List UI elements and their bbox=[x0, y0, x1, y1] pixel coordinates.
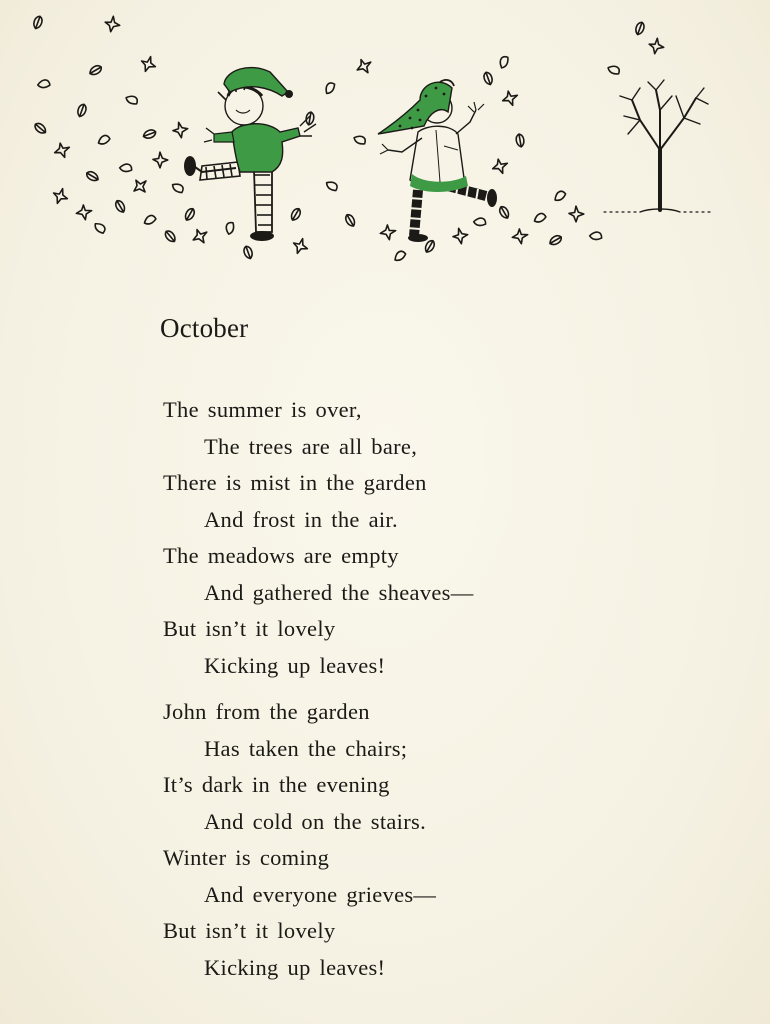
leaf-icon bbox=[423, 239, 436, 254]
leaf-icon bbox=[357, 59, 371, 74]
leaf-icon bbox=[76, 103, 87, 118]
poem-line: It’s dark in the evening bbox=[163, 772, 390, 797]
leaf-icon bbox=[498, 205, 511, 220]
leaf-icon bbox=[142, 128, 157, 139]
leaf-icon bbox=[141, 56, 155, 71]
poem-line: And gathered the sheaves— bbox=[204, 579, 474, 605]
leaf-icon bbox=[473, 216, 487, 228]
leaf-icon bbox=[172, 122, 188, 138]
poem-line: And cold on the stairs. bbox=[204, 808, 426, 834]
leaf-icon bbox=[380, 224, 396, 240]
leaf-icon bbox=[76, 204, 92, 220]
leaf-icon bbox=[482, 71, 493, 86]
leaf-icon bbox=[143, 215, 156, 225]
leaf-icon bbox=[242, 245, 253, 260]
leaf-icon bbox=[53, 188, 67, 203]
leaf-icon bbox=[568, 206, 584, 222]
leaf-icon bbox=[607, 63, 621, 77]
leaf-icon bbox=[548, 234, 563, 247]
poem-line: The trees are all bare, bbox=[204, 433, 418, 459]
leaf-icon bbox=[125, 93, 139, 107]
poem-line: But isn’t it lovely bbox=[163, 616, 336, 641]
leaf-icon bbox=[493, 158, 509, 174]
leaf-icon bbox=[512, 228, 528, 244]
leaf-icon bbox=[33, 121, 48, 135]
leaf-icon bbox=[97, 135, 110, 145]
leaf-icon bbox=[193, 229, 207, 244]
poem-line: And frost in the air. bbox=[204, 506, 398, 532]
poem-line: Kicking up leaves! bbox=[204, 652, 386, 678]
bare-tree bbox=[604, 80, 710, 212]
leaf-icon bbox=[503, 90, 519, 106]
poem-line: There is mist in the garden bbox=[163, 470, 427, 495]
leaf-icon bbox=[497, 55, 511, 69]
poem-line: But isn’t it lovely bbox=[163, 918, 336, 943]
leaf-icon bbox=[163, 229, 177, 244]
poem-line: And everyone grieves— bbox=[204, 881, 437, 907]
leaf-icon bbox=[37, 79, 50, 89]
leaf-icon bbox=[323, 81, 337, 95]
leaf-icon bbox=[88, 64, 103, 77]
leaf-icon bbox=[515, 133, 525, 147]
leaf-icon bbox=[183, 207, 196, 222]
leaf-icon bbox=[452, 228, 468, 244]
leaf-icon bbox=[114, 199, 127, 214]
poem-line: The summer is over, bbox=[163, 397, 362, 422]
poem-line: Has taken the chairs; bbox=[204, 735, 408, 761]
leaf-icon bbox=[171, 181, 185, 195]
leaf-icon bbox=[533, 213, 546, 223]
leaf-icon bbox=[289, 207, 302, 222]
kicking-leaves-illustration bbox=[0, 0, 770, 280]
leaf-icon bbox=[94, 221, 107, 235]
poem-line: John from the garden bbox=[163, 699, 370, 724]
leaf-icon bbox=[134, 179, 147, 193]
poem-line: Kicking up leaves! bbox=[204, 954, 386, 980]
stanza-1 bbox=[163, 392, 474, 684]
leaf-icon bbox=[223, 221, 236, 235]
poem-line: Winter is coming bbox=[163, 845, 330, 870]
leaf-icon bbox=[55, 142, 71, 158]
leaf-icon bbox=[589, 230, 603, 242]
leaf-icon bbox=[649, 38, 665, 54]
leaf-icon bbox=[634, 21, 645, 36]
falling-leaves bbox=[32, 15, 664, 261]
leaf-icon bbox=[393, 250, 407, 262]
leaf-icon bbox=[353, 133, 367, 147]
poem-line: The meadows are empty bbox=[163, 543, 399, 568]
leaf-icon bbox=[152, 152, 168, 168]
leaf-icon bbox=[32, 15, 43, 30]
leaf-icon bbox=[344, 213, 357, 228]
leaf-icon bbox=[119, 162, 133, 174]
leaf-icon bbox=[85, 170, 100, 183]
stanza-2 bbox=[163, 694, 436, 986]
leaf-icon bbox=[105, 16, 121, 32]
poem-title: October bbox=[160, 313, 249, 343]
leaf-icon bbox=[553, 190, 567, 202]
leaf-icon bbox=[293, 238, 307, 253]
leaf-icon bbox=[325, 179, 339, 193]
